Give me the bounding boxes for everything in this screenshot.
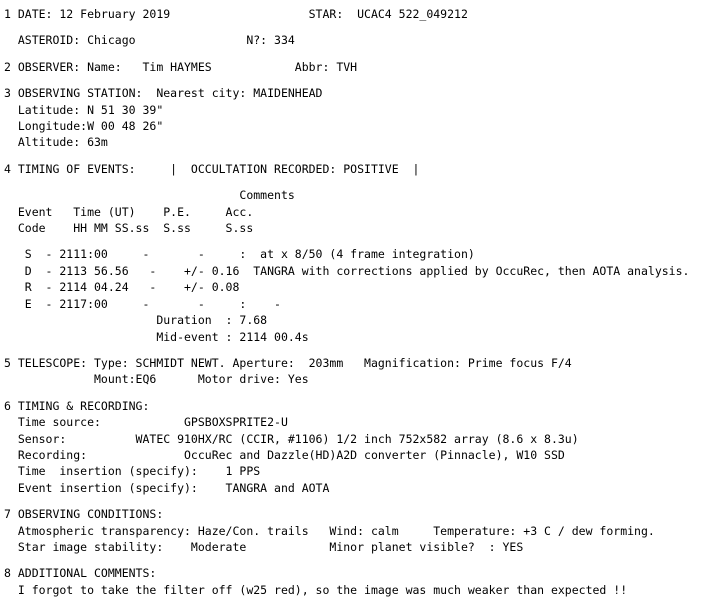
report-line: 2 OBSERVER: Name: Tim HAYMES Abbr: TVH xyxy=(4,59,358,74)
report-blank-line xyxy=(0,177,722,187)
report-line: Altitude: 63m xyxy=(4,135,108,150)
report-blank-line xyxy=(0,496,722,506)
report-line: E - 2117:00 - - : - xyxy=(4,296,281,311)
report-line: 8 ADDITIONAL COMMENTS: xyxy=(4,566,157,581)
report-line: D - 2113 56.56 - +/- 0.16 TANGRA with corrections applied by OccuRec, then AOTA analysis. xyxy=(4,263,690,278)
report-line: Event insertion (specify): TANGRA and AOTA xyxy=(4,480,330,495)
report-line: Event Time (UT) P.E. Acc. xyxy=(4,204,254,219)
report-line: I forgot to take the filter off (w25 red), so the image was much weaker than expected !! xyxy=(4,582,628,597)
report-line: Sensor: WATEC 910HX/RC (CCIR, #1106) 1/2 inch 752x582 array (8.6 x 8.3u) xyxy=(4,431,579,446)
report-line: 1 DATE: 12 February 2019 STAR: UCAC4 522_049212 xyxy=(4,7,468,21)
report-line: 3 OBSERVING STATION: Nearest city: MAIDENHEAD xyxy=(4,86,323,101)
report-line: S - 2111:00 - - : at x 8/50 (4 frame integration) xyxy=(4,247,475,262)
report-blank-line xyxy=(0,555,722,565)
report-line: 6 TIMING & RECORDING: xyxy=(4,398,150,413)
report-blank-line xyxy=(0,49,722,59)
report-line: Duration : 7.68 xyxy=(4,313,268,328)
report-line: Longitude:W 00 48 26" xyxy=(4,119,164,134)
report-line: Comments xyxy=(4,188,295,203)
report-blank-line xyxy=(0,236,722,246)
report-line: Time source: GPSBOXSPRITE2-U xyxy=(4,415,288,430)
report-text-body xyxy=(0,6,722,598)
report-line: Star image stability: Moderate Minor planet visible? : YES xyxy=(4,539,524,554)
report-line: 5 TELESCOPE: Type: SCHMIDT NEWT. Aperture: 203mm Magnification: Prime focus F/4 xyxy=(4,355,572,370)
report-line: Mid-event : 2114 00.4s xyxy=(4,329,309,344)
report-line: Mount:EQ6 Motor drive: Yes xyxy=(4,372,309,387)
report-line: Recording: OccuRec and Dazzle(HD)A2D converter (Pinnacle), W10 SSD xyxy=(4,447,565,462)
report-line: ASTEROID: Chicago N?: 334 xyxy=(4,33,295,48)
report-line: Latitude: N 51 30 39" xyxy=(4,102,164,117)
report-blank-line xyxy=(0,151,722,161)
report-line: Time insertion (specify): 1 PPS xyxy=(4,464,261,479)
report-line: Code HH MM SS.ss S.ss S.ss xyxy=(4,221,254,236)
report-line: Atmospheric transparency: Haze/Con. trails Wind: calm Temperature: +3 C / dew forming. xyxy=(4,523,655,538)
report-blank-line xyxy=(0,388,722,398)
report-line: 7 OBSERVING CONDITIONS: xyxy=(4,507,164,522)
report-line: 4 TIMING OF EVENTS: | OCCULTATION RECORDED: POSITIVE | xyxy=(4,161,420,176)
report-blank-line xyxy=(0,345,722,355)
report-line: R - 2114 04.24 - +/- 0.08 xyxy=(4,280,240,295)
report-blank-line xyxy=(0,75,722,85)
report-blank-line xyxy=(0,22,722,32)
